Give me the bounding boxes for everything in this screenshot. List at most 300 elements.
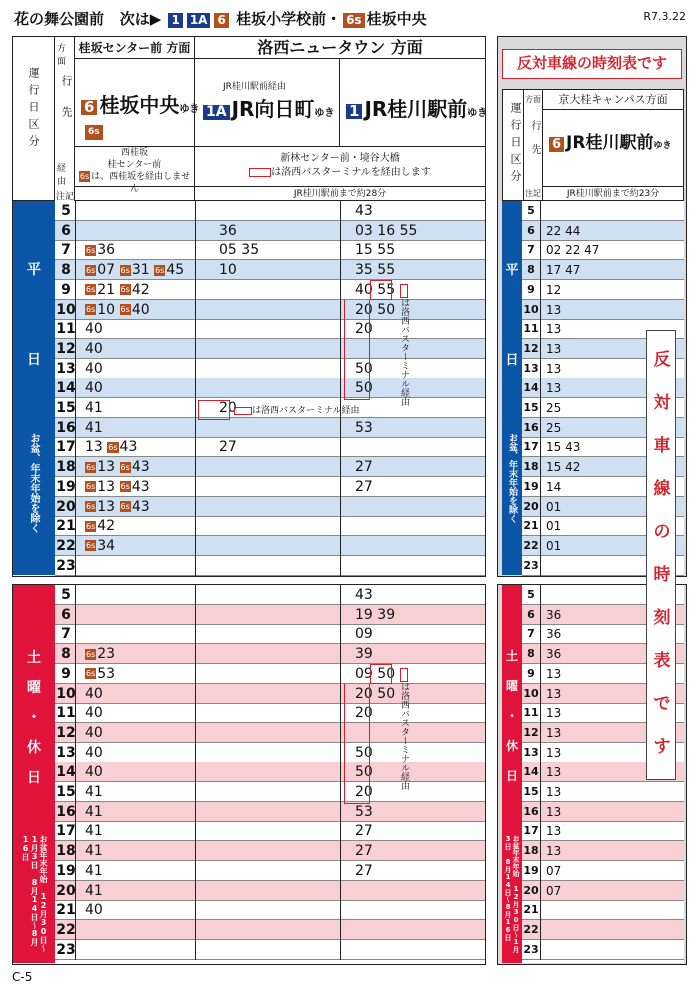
hour-cell: 11 (523, 322, 539, 336)
reverse-minutes: 15 42 (546, 460, 581, 475)
dest-c (340, 59, 488, 147)
col-a-minutes: 40 (85, 380, 103, 397)
table-row (522, 861, 684, 881)
table-row (55, 703, 485, 723)
via-a1: 西桂坂 (120, 148, 148, 158)
table-row (55, 457, 485, 477)
holiday-label-4: 休 (27, 740, 41, 756)
hour-cell: 21 (56, 902, 76, 919)
col-c-minutes: 20 (355, 784, 373, 800)
col-b-minutes: 10 (219, 262, 237, 279)
col-a-minutes: 41 (85, 823, 103, 840)
hour-cell: 16 (56, 803, 76, 820)
table-row (55, 900, 485, 920)
reverse-holiday-label-5: 日 (505, 769, 518, 783)
col-a-minutes: 6s 42 (86, 518, 116, 535)
weekday-label-1: 平 (27, 262, 41, 278)
col-a-minutes: 6s 13 6s 43 (86, 498, 150, 515)
reverse-minutes: 12 (546, 282, 562, 297)
weekday-excl: お盆、年末年始を除く (28, 433, 39, 533)
hour-cell: 19 (523, 863, 539, 877)
reverse-dest: JR桂川駅前 (566, 133, 654, 153)
col-c-minutes: 15 55 (355, 242, 396, 259)
via-a (75, 147, 195, 194)
hour-cell: 5 (527, 588, 535, 601)
col-a-minutes: 41 (85, 419, 103, 436)
col-a-minutes: 40 (85, 902, 103, 919)
holiday-label-5: 日 (27, 770, 41, 786)
via-term-bracket-wk (344, 300, 370, 400)
col-a-minutes: 13 6s 43 (85, 439, 138, 456)
hour-cell: 11 (523, 706, 539, 720)
col-a-minutes: 41 (85, 803, 103, 820)
reverse-minutes: 13 (546, 302, 562, 317)
holiday-side (13, 585, 55, 963)
banner-char: 反 (653, 350, 671, 370)
hour-cell: 8 (527, 647, 535, 661)
reverse-weekday-label-1: 平 (505, 263, 519, 278)
table-row (55, 319, 485, 339)
route-6s-mark: 6s (120, 285, 130, 295)
col-a-minutes: 40 (85, 764, 103, 781)
col-c-minutes: 09 50 (355, 665, 396, 682)
route-6s-mark: 6s (86, 521, 96, 531)
reverse-minutes: 01 (546, 519, 562, 534)
hour-cell: 10 (56, 301, 76, 318)
route-6s-mark: 6s (86, 482, 96, 492)
col-a-minutes: 40 (85, 724, 103, 741)
hour-cell: 21 (523, 903, 539, 917)
table-row (522, 900, 684, 920)
col-c-minutes: 53 (355, 803, 373, 820)
hour-cell: 9 (61, 281, 71, 298)
reverse-minutes: 13 (546, 745, 562, 760)
route-6s-mark: 6s (120, 462, 130, 472)
hour-cell: 18 (523, 844, 539, 858)
route-6s-mark: 6s (120, 482, 130, 492)
table-row (55, 280, 485, 300)
route-6s-mark: 6s (86, 285, 96, 295)
reverse-minutes: 22 44 (546, 223, 581, 238)
via-b (195, 147, 485, 187)
hour-cell: 12 (56, 340, 76, 357)
table-row (55, 437, 485, 457)
reverse-holiday-label-4: 休 (505, 739, 518, 753)
dest-a (75, 59, 200, 147)
hour-cell: 8 (527, 263, 535, 277)
notes-label: 注記 (56, 192, 75, 202)
col-b-minutes: 36 (219, 222, 237, 239)
col-a-minutes: 40 (85, 340, 103, 357)
table-row (55, 644, 485, 664)
col-a-minutes: 41 (85, 862, 103, 879)
hour-cell: 18 (56, 459, 76, 476)
next-label: 次は▶ (119, 10, 162, 28)
reverse-minutes: 13 (546, 666, 562, 681)
table-row (55, 802, 485, 822)
table-row (55, 477, 485, 497)
hour-cell: 15 (523, 401, 539, 414)
hour-cell: 12 (56, 724, 76, 741)
reverse-minutes: 13 (546, 706, 562, 721)
hour-cell: 15 (56, 400, 76, 416)
table-row (55, 684, 485, 704)
table-row (55, 339, 485, 359)
weekday-label-2: 日 (27, 352, 41, 368)
hour-cell: 6 (61, 606, 71, 623)
table-row (55, 821, 485, 841)
via-term-note-15-text: は洛西バスターミナル経由 (252, 406, 360, 416)
reverse-dest-label: 行先 (529, 120, 540, 168)
holiday-label-1: 土 (27, 650, 41, 666)
hour-cell: 5 (61, 587, 71, 603)
route-badge-6: 6 (214, 13, 228, 28)
dest-label: 行先 (60, 75, 73, 137)
hour-cell: 17 (56, 823, 76, 840)
reverse-direction-label: 方面 (525, 95, 541, 104)
service-header (13, 37, 55, 201)
reverse-minutes: 36 (546, 627, 562, 642)
reverse-holiday-label-2: 曜 (505, 679, 518, 693)
dest-a-6s-badge: 6s (85, 125, 103, 140)
col-a-minutes: 6s 23 (86, 646, 116, 663)
dest-b-note: JR桂川駅前経由 (223, 82, 286, 92)
reverse-dest-badge: 6 (549, 137, 564, 152)
hour-cell: 15 (523, 785, 539, 798)
col-c-minutes: 35 55 (355, 262, 396, 279)
page-header (14, 8, 427, 29)
col-c-minutes: 27 (355, 478, 373, 495)
table-row (55, 497, 485, 517)
route-6s-mark: 6s (120, 265, 130, 275)
dest-c-name: JR桂川駅前 (364, 97, 468, 121)
hour-cell: 22 (523, 922, 539, 936)
via-term-box-h9 (370, 664, 392, 684)
col-c-minutes: 43 (355, 203, 373, 219)
weekday-side (13, 201, 55, 575)
col-a-minutes: 6s 36 (86, 242, 116, 259)
table-row (55, 300, 485, 320)
route-6s-mark: 6s (86, 502, 96, 511)
hour-cell: 7 (527, 627, 535, 641)
via-term-box-9 (370, 280, 392, 300)
hour-cell: 5 (527, 204, 535, 217)
table-row (522, 300, 684, 320)
hour-cell: 20 (56, 498, 76, 515)
col-c-minutes: 43 (355, 587, 373, 603)
table-row (522, 221, 684, 241)
col-a-minutes: 40 (85, 360, 103, 377)
reverse-weekday-side (502, 201, 522, 575)
hour-cell: 13 (56, 360, 76, 377)
col-a-minutes: 41 (85, 843, 103, 860)
via-term-vnote-wk (398, 284, 411, 434)
table-row (55, 556, 485, 576)
holiday-excl: お盆年末年始 12月30日〜1月3日 8月14日〜8月16日 (21, 835, 48, 952)
reverse-minutes: 13 (546, 322, 562, 337)
col-c-minutes: 20 50 (355, 301, 396, 318)
route-6s-mark: 6s (86, 669, 96, 679)
route-6s-mark: 6s (120, 305, 130, 314)
banner-char: 対 (653, 393, 671, 413)
service-label: 運行日区分 (27, 67, 40, 152)
hour-cell: 9 (527, 282, 535, 296)
via-term-note-15 (234, 403, 360, 416)
reverse-notes-label: 注記 (525, 189, 541, 198)
col-c-minutes: 19 39 (355, 606, 396, 623)
table-row (55, 782, 485, 802)
hour-cell: 16 (56, 419, 76, 436)
col-c-minutes: 50 (355, 380, 373, 397)
dest-a-badge: 6 (81, 100, 97, 115)
hour-cell: 14 (523, 381, 539, 395)
table-row (55, 585, 485, 605)
reverse-holiday-excl: お盆年末年始 12月30日〜1月3日 8月14日〜8月16日 (504, 835, 520, 953)
hour-cell: 11 (56, 321, 76, 338)
col-c-minutes: 20 50 (355, 685, 396, 702)
hour-cell: 15 (56, 784, 76, 800)
table-row (55, 723, 485, 743)
table-row (55, 516, 485, 536)
hour-cell: 17 (56, 439, 76, 456)
hour-cell: 13 (523, 361, 539, 375)
reverse-minutes: 36 (546, 647, 562, 662)
hour-cell: 6 (527, 223, 535, 237)
route-6s-mark: 6s (86, 462, 96, 472)
table-row (522, 881, 684, 901)
banner-char: 線 (653, 479, 671, 499)
hour-cell: 17 (523, 824, 539, 838)
hour-cell: 10 (523, 302, 539, 316)
table-row (55, 221, 485, 241)
col-c-minutes: 27 (355, 843, 373, 860)
table-row (55, 240, 485, 260)
col-c-minutes: 53 (355, 419, 373, 436)
col-b-minutes: 27 (219, 439, 237, 456)
dest-b-suffix: ゆき (314, 108, 335, 119)
col-a-minutes: 6s 10 6s 40 (86, 301, 150, 318)
reverse-minutes: 13 (546, 824, 562, 839)
reverse-minutes: 13 (546, 686, 562, 701)
via-term-vnote-wk-text: は洛西バスターミナル経由 (399, 298, 409, 406)
via-b2: は洛西バスターミナルを経由します (271, 167, 431, 178)
hour-cell: 19 (56, 478, 76, 495)
hour-cell: 22 (523, 538, 539, 552)
hour-cell: 21 (56, 518, 76, 535)
hour-cell: 7 (61, 242, 71, 259)
col-c-minutes: 50 (355, 360, 373, 377)
col-a-minutes: 6s 34 (86, 537, 116, 554)
travel-note: JR桂川駅前まで約28分 (195, 187, 485, 201)
col-a-minutes: 40 (85, 321, 103, 338)
col-c-minutes: 27 (355, 459, 373, 476)
via-a3: は、西桂坂を経由しません (91, 172, 191, 194)
hour-cell: 7 (527, 243, 535, 257)
col-c-minutes: 40 55 (355, 281, 396, 298)
reverse-direction: 京大桂キャンパス方面 (543, 90, 683, 110)
col-c-minutes: 20 (355, 321, 373, 338)
table-row (55, 624, 485, 644)
col-b-minutes: 20 (219, 400, 237, 416)
reverse-minutes: 13 (546, 804, 562, 819)
via-a3-badge: 6s (79, 172, 90, 181)
holiday-rows (55, 585, 485, 963)
hour-cell: 6 (61, 222, 71, 239)
hour-cell: 17 (523, 440, 539, 454)
col-a-minutes: 40 (85, 705, 103, 722)
reverse-holiday-side (502, 585, 522, 963)
table-row (55, 861, 485, 881)
hour-cell: 20 (56, 882, 76, 899)
via-term-vnote-hd (398, 668, 411, 818)
col-c-minutes: 09 (355, 626, 373, 643)
hour-cell: 12 (523, 725, 539, 739)
direction-d1: 桂坂センター前 方面 (75, 37, 195, 59)
reverse-minutes: 17 47 (546, 263, 581, 278)
col-c-minutes: 03 16 55 (355, 222, 418, 239)
table-row (55, 201, 485, 221)
hour-cell: 7 (61, 626, 71, 643)
col-b-minutes: 05 35 (219, 242, 260, 259)
hour-cell: 14 (56, 380, 76, 397)
col-a-minutes: 41 (85, 784, 103, 800)
col-a-minutes: 6s 07 6s 31 6s 45 (86, 262, 185, 279)
hour-cell: 10 (56, 685, 76, 702)
direction-label: 方面 (57, 44, 67, 67)
table-row (522, 782, 684, 802)
reverse-minutes: 13 (546, 725, 562, 740)
banner-char: 表 (653, 651, 671, 671)
reverse-minutes: 15 43 (546, 440, 581, 455)
weekday-rows (55, 201, 485, 575)
page-number: C-5 (12, 970, 33, 984)
hour-cell: 5 (61, 203, 71, 219)
holiday-label-3: ・ (27, 710, 41, 726)
reverse-minutes: 01 (546, 538, 562, 553)
reverse-weekday-excl: お盆、年末年始を除く (507, 433, 517, 523)
table-row (522, 280, 684, 300)
route-6s-mark: 6s (108, 442, 118, 452)
reverse-minutes: 25 (546, 401, 562, 415)
route-badge-1: 1 (168, 13, 182, 28)
route-6s-mark: 6s (120, 502, 130, 511)
dest-b-badge: 1A (203, 105, 230, 120)
hour-cell: 23 (523, 558, 539, 572)
hour-cell: 8 (61, 262, 71, 279)
dest-b (195, 59, 340, 147)
col-c-minutes: 27 (355, 862, 373, 879)
col-a-minutes: 6s 21 6s 42 (86, 281, 150, 298)
banner-char: で (653, 694, 671, 714)
hour-cell: 19 (56, 862, 76, 879)
reverse-holiday-label-1: 土 (505, 649, 518, 663)
hour-cell: 21 (523, 519, 539, 533)
table-row (522, 940, 684, 960)
stop-name: 花の舞公園前 (14, 10, 105, 28)
table-row (522, 920, 684, 940)
col-a-minutes: 6s 53 (86, 665, 116, 682)
route-6s-mark: 6s (155, 265, 165, 275)
reverse-minutes: 07 (546, 883, 562, 898)
reverse-minutes: 13 (546, 785, 562, 799)
dest-c-suffix: ゆき (467, 108, 488, 119)
next-stops: 桂坂小学校前・ (236, 10, 342, 28)
reverse-note: JR桂川駅前まで約23分 (543, 186, 683, 200)
table-row (55, 841, 485, 861)
hour-cell: 11 (56, 705, 76, 722)
col-a-minutes: 41 (85, 882, 103, 899)
table-row (522, 821, 684, 841)
hour-cell: 8 (61, 646, 71, 663)
table-row (522, 260, 684, 280)
reverse-header (502, 89, 684, 201)
col-a-minutes: 40 (85, 744, 103, 761)
col-c-minutes: 20 (355, 705, 373, 722)
table-row (55, 920, 485, 940)
hour-cell: 9 (61, 665, 71, 682)
via-term-bracket-hd (344, 684, 370, 804)
hour-cell: 14 (523, 765, 539, 779)
reverse-weekday-label-2: 日 (505, 353, 519, 368)
banner-char: 時 (653, 565, 671, 585)
route-6s-mark: 6s (86, 245, 96, 255)
col-a-minutes: 6s 13 6s 43 (86, 478, 150, 495)
route-6s-mark: 6s (86, 265, 96, 275)
via-label: 経由 (57, 164, 67, 187)
reverse-title: 反対車線の時刻表です (502, 49, 682, 79)
reverse-minutes: 14 (546, 479, 562, 494)
table-row (522, 841, 684, 861)
label-column (55, 37, 75, 201)
hour-cell: 23 (56, 941, 76, 958)
col-c-minutes: 39 (355, 646, 373, 663)
banner-char: 刻 (653, 608, 671, 628)
table-row (522, 802, 684, 822)
table-row (55, 940, 485, 960)
table-row (55, 536, 485, 556)
hour-cell: 13 (56, 744, 76, 761)
hour-cell: 20 (523, 499, 539, 513)
reverse-minutes: 01 (546, 499, 562, 514)
table-row (522, 201, 684, 221)
hour-cell: 10 (523, 686, 539, 700)
hour-cell: 19 (523, 479, 539, 493)
holiday-label-2: 曜 (27, 680, 41, 696)
via-term-box-15 (198, 400, 230, 420)
hour-cell: 16 (523, 804, 539, 818)
reverse-minutes: 13 (546, 341, 562, 356)
dest-a-suffix: ゆき (179, 104, 200, 115)
hour-cell: 18 (56, 843, 76, 860)
reverse-minutes: 13 (546, 765, 562, 780)
col-c-minutes: 50 (355, 764, 373, 781)
route-badge-6s: 6s (343, 13, 365, 28)
hour-cell: 18 (523, 460, 539, 474)
col-c-minutes: 27 (355, 823, 373, 840)
route-6s-mark: 6s (86, 649, 96, 659)
via-b1: 新林センター前・境谷大橋 (280, 153, 400, 164)
hour-cell: 14 (56, 764, 76, 781)
col-a-minutes: 6s 13 6s 43 (86, 459, 150, 476)
banner-char: の (653, 522, 671, 542)
hour-cell: 23 (523, 942, 539, 956)
direction-d2: 洛西ニュータウン 方面 (195, 37, 485, 59)
next-stop2: 桂坂中央 (366, 10, 427, 28)
reverse-minutes: 13 (546, 844, 562, 859)
table-row (55, 359, 485, 379)
hour-cell: 9 (527, 666, 535, 680)
banner-char: 車 (653, 436, 671, 456)
